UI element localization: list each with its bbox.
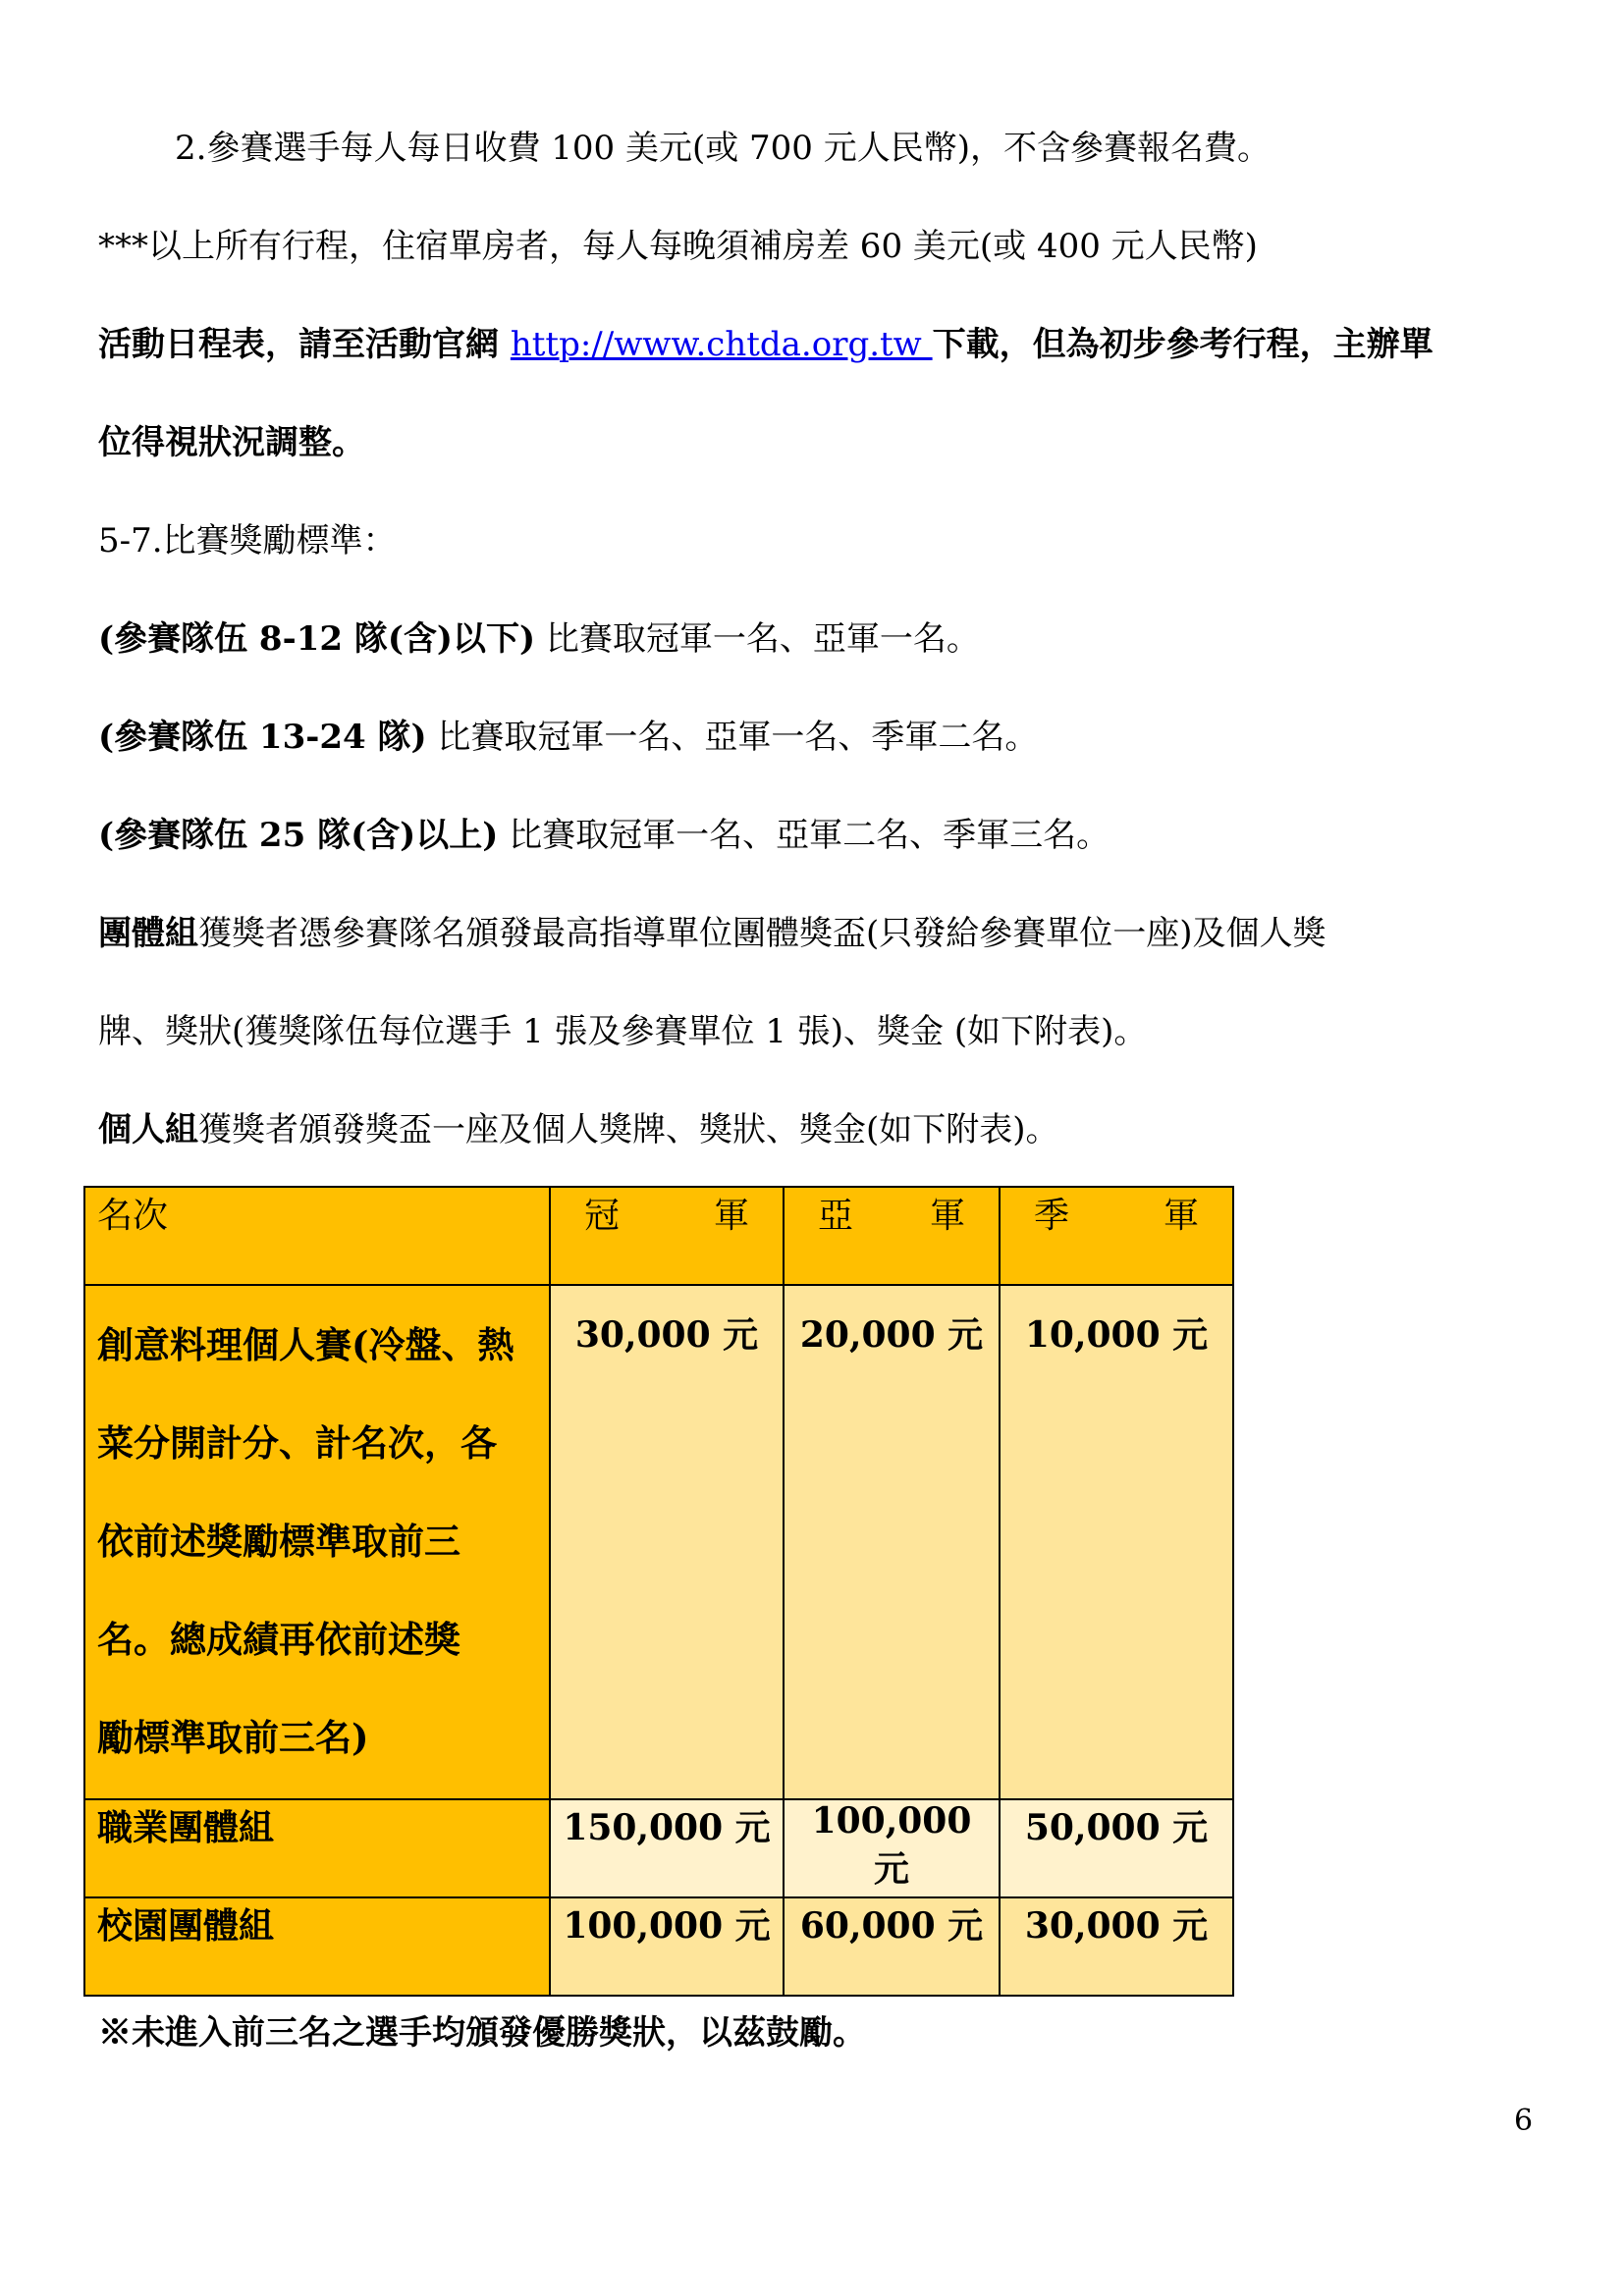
individual-group-label: 個人組: [98, 1110, 198, 1149]
row-name-line: 依前述獎勵標準取前三: [97, 1520, 460, 1563]
row-name-line: 創意料理個人賽(冷盤、熱: [97, 1323, 514, 1366]
prize-value: 100,000 元: [550, 1897, 784, 1996]
table-row: [84, 1897, 1233, 1996]
header-runner-up: [784, 1187, 1000, 1285]
individual-award-line: [98, 1105, 1532, 1154]
header-char: 季: [1034, 1196, 1070, 1236]
award-rule-3: [98, 811, 1532, 860]
table-row: [84, 1285, 1233, 1799]
page-number: 6: [1514, 2104, 1534, 2138]
header-char: 軍: [929, 1196, 965, 1236]
prize-value: 150,000 元: [550, 1799, 784, 1897]
table-header-row: [84, 1187, 1233, 1285]
prize-value: 100,000 元: [784, 1799, 1000, 1897]
row-name-line: 菜分開計分、計名次，各: [97, 1421, 497, 1465]
team-award-line-2: 牌、獎狀(獲獎隊伍每位選手 1 張及參賽單位 1 張)、獎金 (如下附表)。: [98, 1012, 1148, 1051]
award-rule-text: 比賽取冠軍一名、亞軍一名。: [535, 619, 980, 659]
website-link[interactable]: http://www.chtda.org.tw: [510, 325, 933, 364]
header-champion: [550, 1187, 784, 1285]
award-rule-text: 比賽取冠軍一名、亞軍二名、季軍三名。: [498, 816, 1110, 855]
prize-value: 50,000 元: [1000, 1799, 1233, 1897]
schedule-line: [98, 320, 1532, 369]
header-char: 軍: [1163, 1196, 1199, 1236]
prize-value: 60,000 元: [784, 1897, 1000, 1996]
team-count-label: (參賽隊伍 13-24 隊): [98, 718, 427, 757]
row-name: 校園團體組: [84, 1897, 550, 1996]
team-group-label: 團體組: [98, 914, 198, 953]
row-name-line: 名。總成績再依前述獎: [97, 1618, 460, 1661]
prize-table: [83, 1186, 1234, 1997]
schedule-text-cont: 下載，但為初步參考行程，主辦單: [932, 325, 1434, 364]
team-award-text: 獲獎者憑參賽隊名頒發最高指導單位團體獎盃(只發給參賽單位一座)及個人獎: [198, 914, 1326, 953]
row-name: [84, 1285, 550, 1799]
header-rank: 名次: [84, 1187, 550, 1285]
single-room-note: ***以上所有行程，住宿單房者，每人每晚須補房差 60 美元(或 400 元人民幣): [98, 227, 1258, 266]
team-count-label: (參賽隊伍 25 隊(含)以上): [98, 816, 499, 855]
footnote: ※未進入前三名之選手均頒發優勝獎狀，以茲鼓勵。: [98, 2013, 866, 2053]
prize-value: 30,000 元: [1000, 1897, 1233, 1996]
table-row: [84, 1799, 1233, 1897]
section-heading: 5-7.比賽獎勵標準：: [98, 521, 397, 561]
team-count-label: (參賽隊伍 8-12 隊(含)以下): [98, 619, 536, 659]
prize-value: 20,000 元: [784, 1285, 1000, 1799]
header-char: 冠: [584, 1196, 621, 1236]
award-rule-2: [98, 713, 1532, 762]
team-award-line: [98, 909, 1532, 958]
header-char: 亞: [818, 1196, 854, 1236]
individual-award-text: 獲獎者頒發獎盃一座及個人獎牌、獎狀、獎金(如下附表)。: [198, 1110, 1059, 1149]
row-name-line: 勵標準取前三名): [97, 1716, 369, 1759]
award-rule-text: 比賽取冠軍一名、亞軍一名、季軍二名。: [426, 718, 1039, 757]
row-name: 職業團體組: [84, 1799, 550, 1897]
schedule-line-2: 位得視狀況調整。: [98, 423, 365, 462]
header-third: [1000, 1187, 1233, 1285]
fee-line: 2.參賽選手每人每日收費 100 美元(或 700 元人民幣)，不含參賽報名費。: [175, 129, 1271, 168]
schedule-text: 活動日程表，請至活動官網: [98, 325, 511, 364]
award-rule-1: [98, 614, 1532, 664]
header-char: 軍: [713, 1196, 749, 1236]
prize-value: 30,000 元: [550, 1285, 784, 1799]
prize-value: 10,000 元: [1000, 1285, 1233, 1799]
